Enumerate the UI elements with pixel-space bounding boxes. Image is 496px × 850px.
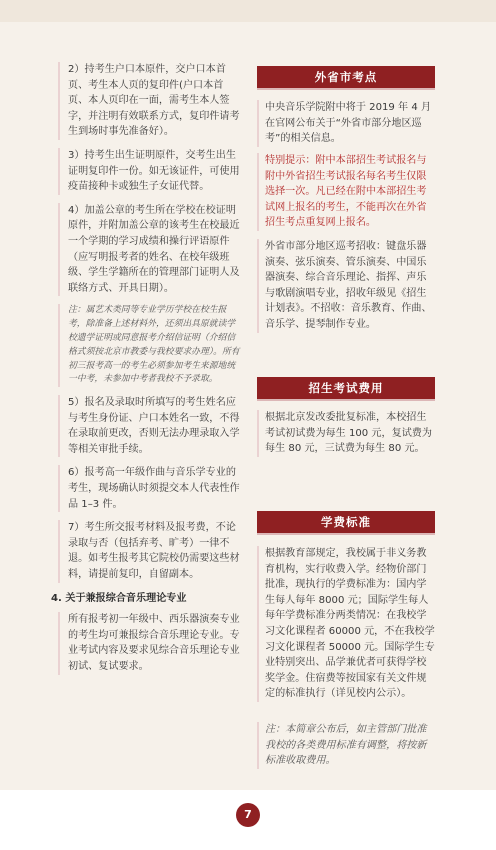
tuition-note: 注：本简章公布后，如主管部门批准我校的各类费用标准有调整，将按新标准收取费用。 — [257, 722, 435, 769]
left-column — [51, 62, 240, 683]
exam-sites-special-notice: 特别提示：附中本部招生考试报名与附中外省招生考试报名每名考生仅限选择一次。凡已经在附中本部招生考试网上报名的考生，不能再次在外省招生考点重复网上报名。 — [257, 153, 435, 231]
requirement-note: 注：属艺术类同等专业学历学校在校生报考，除准备上述材料外，还须出具原就读学校遗学证明或同意报考介绍信证明（介绍信格式须按北京市教委与我校要求办理）。所有初三报考高一的考生必须参加考生来源地统一中考，未参加中考者我校不予录取。 — [58, 304, 240, 387]
exam-sites-paragraph-1: 中央音乐学院附中将于 2019 年 4 月在官网公布关于“外省市部分地区巡考”的相关信息。 — [257, 100, 435, 147]
requirement-item-7: 7）考生所交报考材料及报考费，不论录取与否（包括弃考、旷考）一律不退。如考生报考其它院校仍需要这些材料，请提前复印，自留副本。 — [58, 520, 240, 582]
page-number-badge: 7 — [236, 803, 260, 827]
requirement-item-5: 5）报名及录取时所填写的考生姓名应与考生身份证、户口本姓名一致，不得在录取前更改，否则无法办理录取入学等相关审批手续。 — [58, 395, 240, 457]
top-band — [0, 0, 496, 22]
section-title-exam-sites: 外省市考点 — [257, 66, 435, 90]
section-title-tuition: 学费标准 — [257, 511, 435, 535]
requirement-item-2: 2）持考生户口本原件，交户口本首页、考生本人页的复印件(户口本首页、本人页印在一面，需考生本人签字，并注明有效联系方式，复印件请考生到场时事先准备好）。 — [58, 62, 240, 140]
theory-paragraph: 所有报考初一年级中、西乐器演奏专业的考生均可兼报综合音乐理论专业。专业考试内容及要求见综合音乐理论专业初试、复试要求。 — [58, 612, 240, 674]
theory-subheading: 4. 关于兼报综合音乐理论专业 — [51, 592, 187, 604]
exam-fees-paragraph: 根据北京发改委批复标准，本校招生考试初试费为每生 100 元，复试费为每生 80 元，三试费为每生 80 元。 — [257, 410, 435, 457]
requirement-item-4: 4）加盖公章的考生所在学校在校证明原件，并附加盖公章的该考生在校最近一个学期的学习成绩和操行评语原件（应写明报考者的姓名、在校年级班级、学生学籍所在的管理部门证明人及联络方式、开具日期）。 — [58, 203, 240, 297]
tuition-paragraph: 根据教育部规定，我校属于非义务教育机构，实行收费入学。经物价部门批准，现执行的学费标准为：国内学生每人每年 8000 元；国际学生每人每年学费标准分两类情况：在我校学习文化课程者 60000 元，不在我校学习文化课程者 50000 元。国际学生专业特别突出、品学兼优者可获得学校奖学金。住宿费等按国家有关文件规定的标准执行（详见校内公示）。 — [257, 546, 435, 702]
exam-sites-paragraph-3: 外省市部分地区巡考招收：键盘乐器演奏、弦乐演奏、管乐演奏、中国乐器演奏、综合音乐理论、指挥、声乐与歌剧演唱专业，招收年级见《招生计划表》。不招收：音乐教育、作曲、音乐学、提琴制作专业。 — [257, 239, 435, 333]
requirement-item-6: 6）报考高一年级作曲与音乐学专业的考生，现场确认时须提交本人代表性作品 1–3 件。 — [58, 465, 240, 512]
requirement-item-3: 3）持考生出生证明原件，交考生出生证明复印件一份。如无该证件，可使用疫苗接种卡或独生子女证代替。 — [58, 148, 240, 195]
section-title-exam-fees: 招生考试费用 — [257, 377, 435, 401]
